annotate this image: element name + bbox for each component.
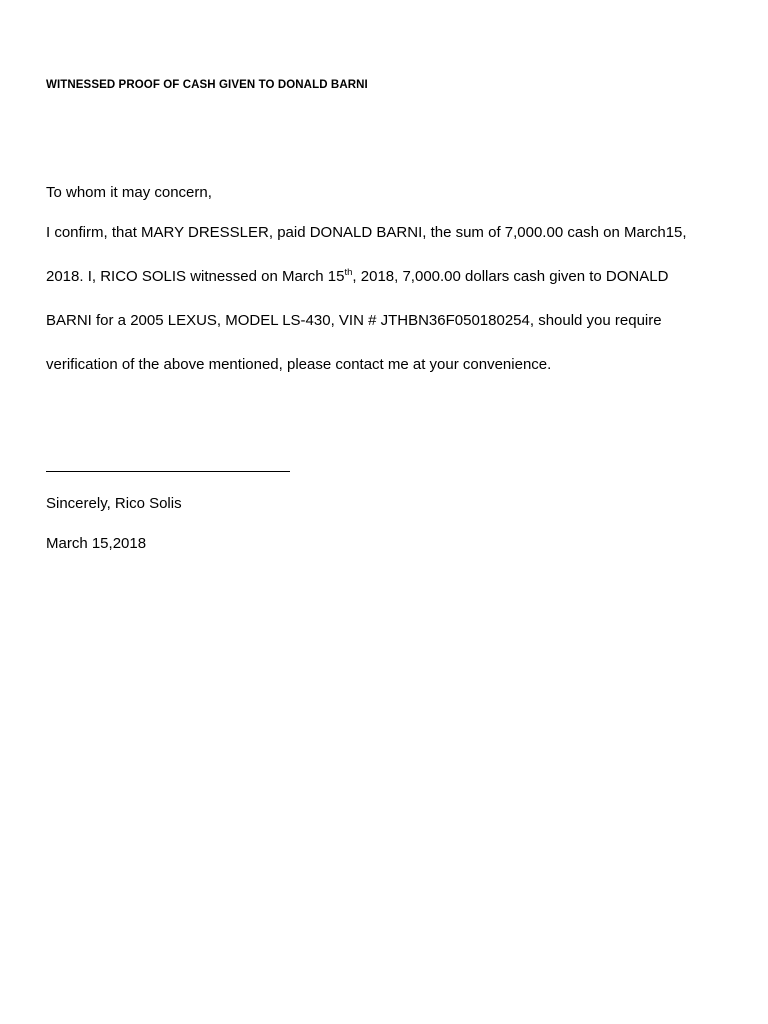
closing-signoff: Sincerely, Rico Solis xyxy=(46,495,182,512)
body-line-3: BARNI for a 2005 LEXUS, MODEL LS-430, VIN # JTHBN36F050180254, should you require xyxy=(46,312,662,329)
body-line-2-start: 2018. I, RICO SOLIS witnessed on March 15 xyxy=(46,268,345,285)
body-line-2-end: , 2018, 7,000.00 dollars cash given to DONALD xyxy=(352,268,669,285)
ordinal-suffix: th xyxy=(344,267,353,278)
salutation: To whom it may concern, xyxy=(46,184,212,201)
body-line-4: verification of the above mentioned, please contact me at your convenience. xyxy=(46,356,552,373)
letter-date: March 15,2018 xyxy=(46,535,147,552)
body-line-2 xyxy=(46,268,668,285)
document-title: WITNESSED PROOF OF CASH GIVEN TO DONALD BARNI xyxy=(46,79,368,91)
body-line-1: I confirm, that MARY DRESSLER, paid DONALD BARNI, the sum of 7,000.00 cash on March15, xyxy=(46,224,687,241)
signature-line xyxy=(46,471,290,472)
